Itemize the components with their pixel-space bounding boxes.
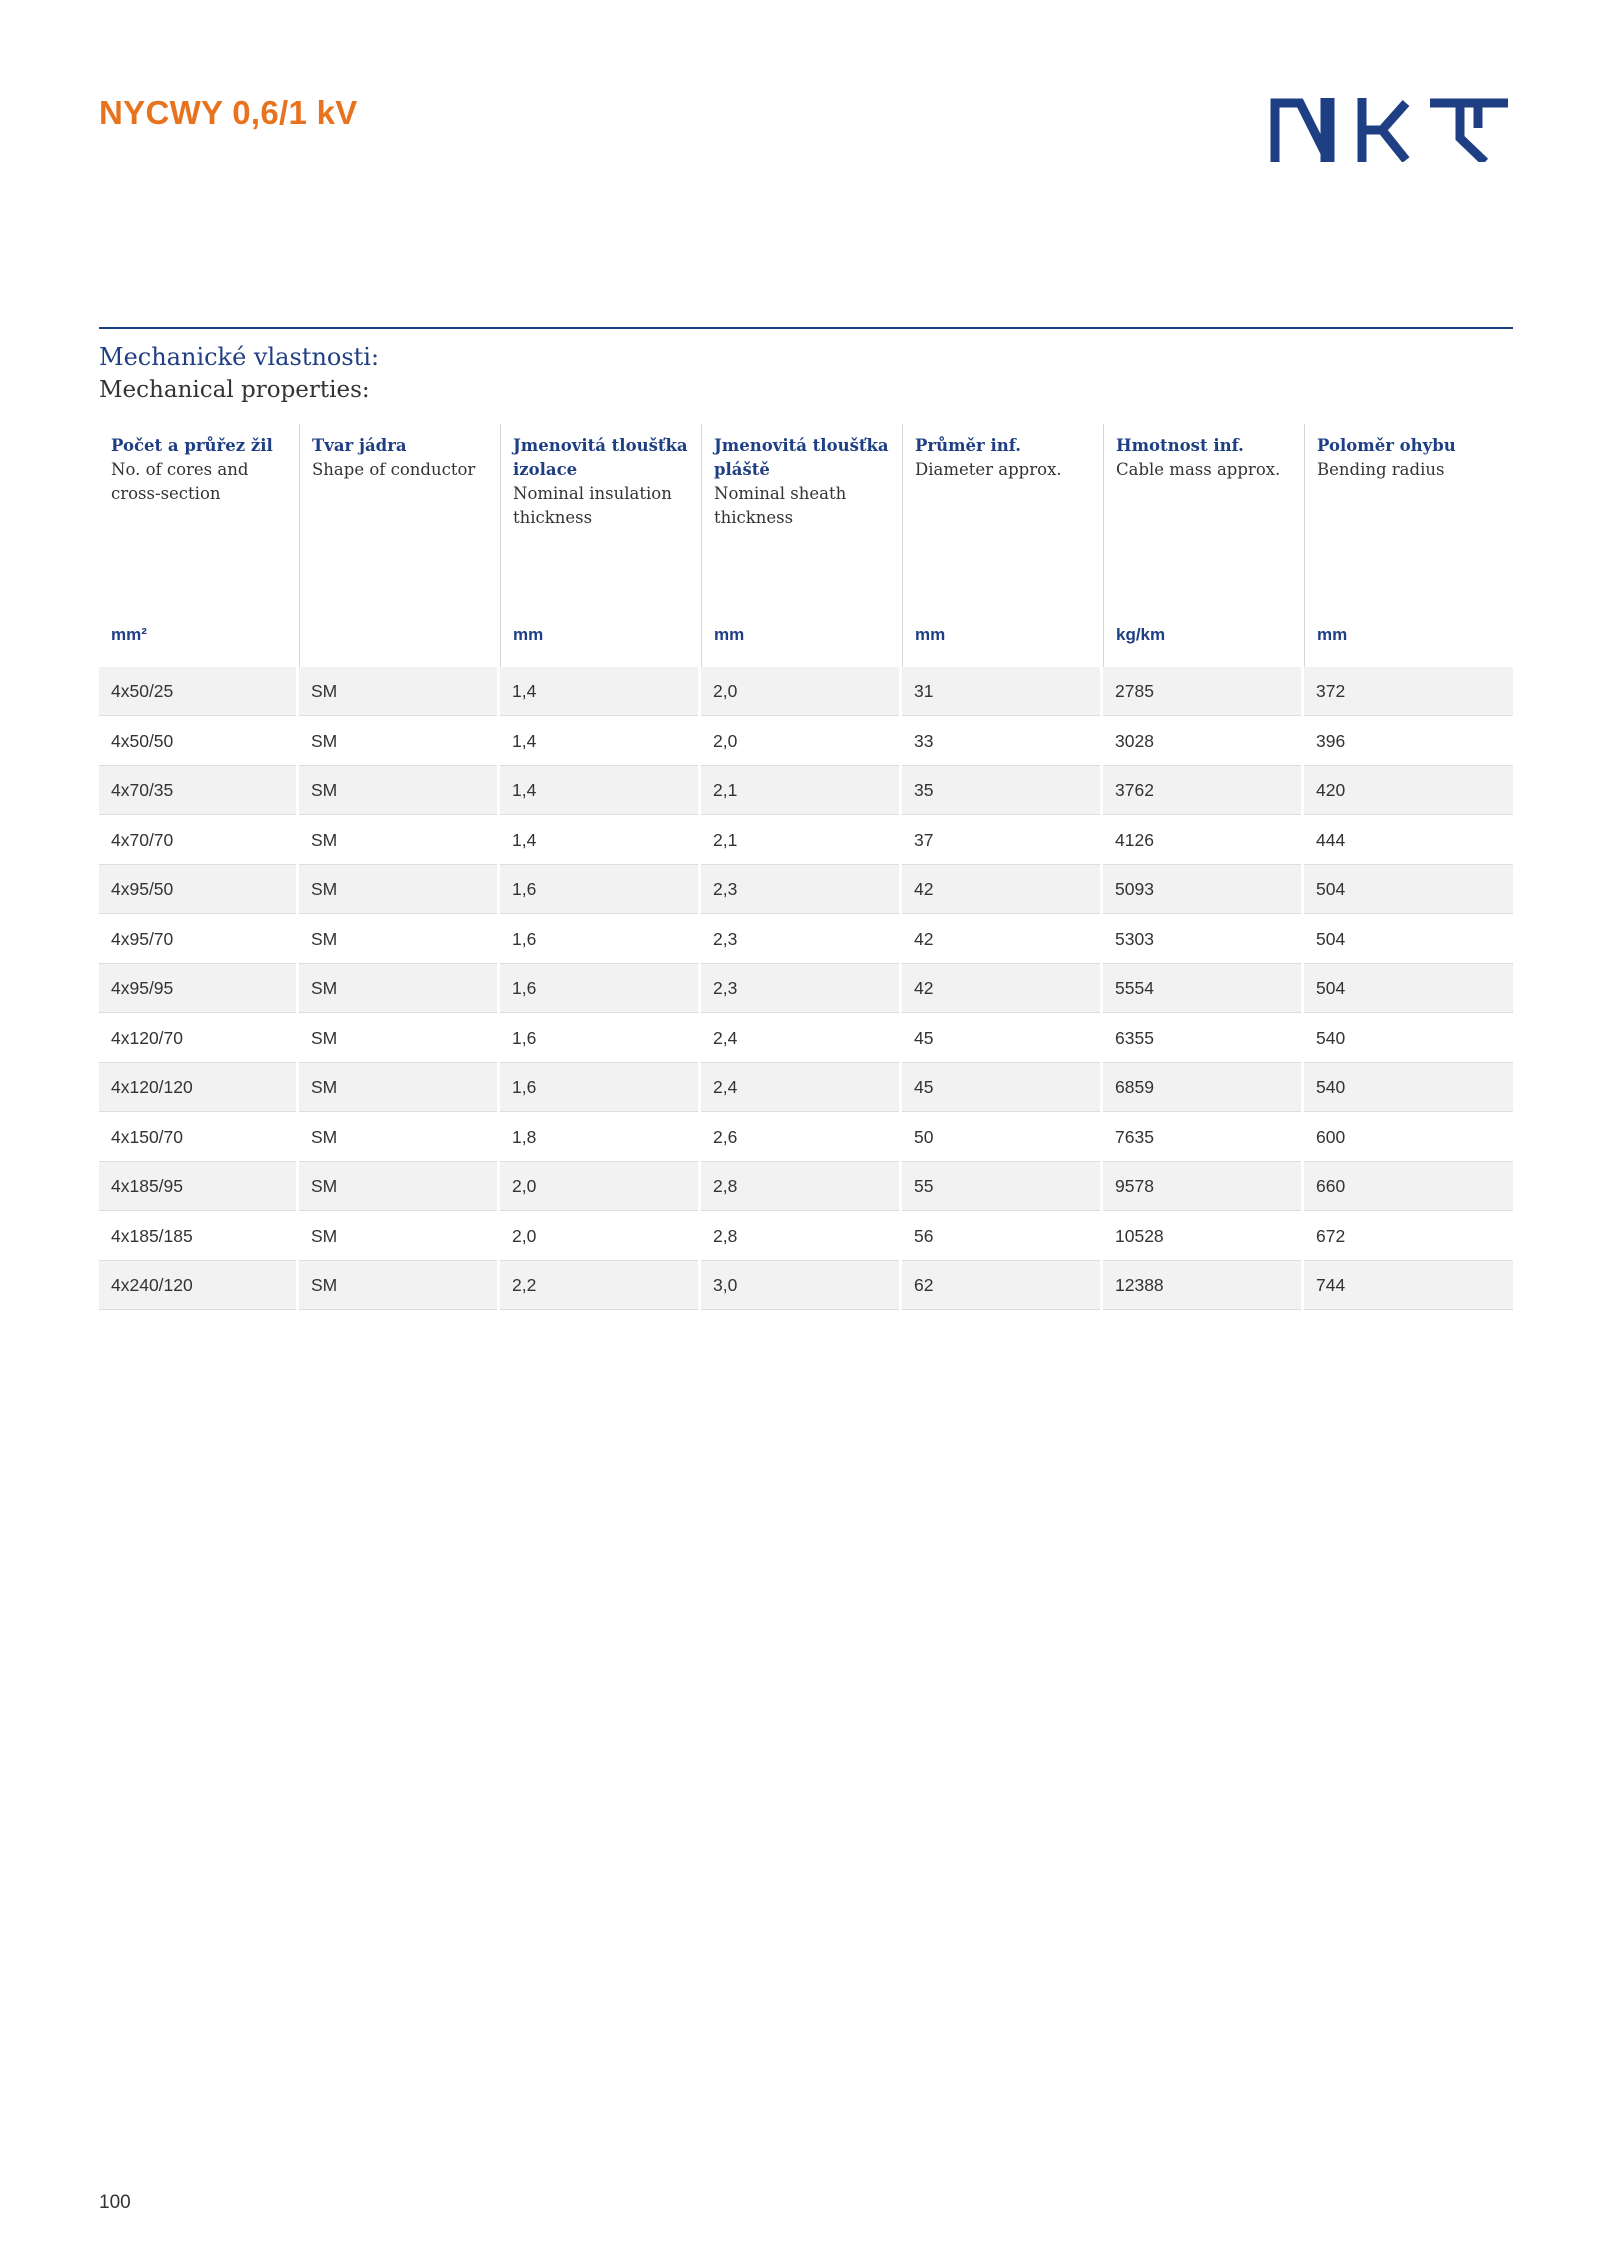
table-cell: SM — [299, 717, 497, 766]
table-cell: 504 — [1304, 865, 1513, 914]
table-cell: 1,4 — [500, 766, 698, 815]
table-cell: 600 — [1304, 1113, 1513, 1162]
column-unit: mm — [1317, 625, 1348, 644]
table-cell: 4x120/70 — [99, 1014, 296, 1063]
table-cell: 2,0 — [500, 1162, 698, 1211]
column-unit: mm — [513, 625, 544, 644]
column-header — [99, 424, 296, 667]
table-cell: 2,3 — [701, 865, 899, 914]
table-cell: 2,0 — [701, 717, 899, 766]
table-row — [99, 816, 1513, 865]
page-number: 100 — [99, 2192, 131, 2213]
table-cell: 1,6 — [500, 1014, 698, 1063]
table-cell: SM — [299, 1261, 497, 1310]
table-cell: SM — [299, 1162, 497, 1211]
table-cell: 2,3 — [701, 915, 899, 964]
table-cell: 4x95/95 — [99, 964, 296, 1013]
column-header — [902, 424, 1100, 667]
table-cell: SM — [299, 1113, 497, 1162]
section-title: Mechanické vlastnosti: — [99, 343, 380, 371]
column-header — [701, 424, 899, 667]
table-cell: 744 — [1304, 1261, 1513, 1310]
table-cell: 3762 — [1103, 766, 1301, 815]
column-unit: mm — [714, 625, 745, 644]
table-cell: 2,8 — [701, 1162, 899, 1211]
table-cell: 4x185/95 — [99, 1162, 296, 1211]
column-unit: mm — [915, 625, 946, 644]
table-cell: 1,6 — [500, 964, 698, 1013]
table-cell: 5303 — [1103, 915, 1301, 964]
table-cell: 4x70/35 — [99, 766, 296, 815]
table-cell: 56 — [902, 1212, 1100, 1261]
table-cell: 5554 — [1103, 964, 1301, 1013]
table-cell: 4x70/70 — [99, 816, 296, 865]
table-row — [99, 1162, 1513, 1211]
table-cell: SM — [299, 816, 497, 865]
table-cell: SM — [299, 915, 497, 964]
table-cell: 35 — [902, 766, 1100, 815]
table-cell: 2,8 — [701, 1212, 899, 1261]
table-row — [99, 915, 1513, 964]
column-header-english: Shape of conductor — [312, 460, 476, 479]
column-header-english: Diameter approx. — [915, 460, 1062, 479]
table-cell: 3,0 — [701, 1261, 899, 1310]
section-subtitle: Mechanical properties: — [99, 377, 370, 403]
table-row — [99, 1261, 1513, 1310]
table-cell: 4x95/70 — [99, 915, 296, 964]
table-cell: 4126 — [1103, 816, 1301, 865]
table-cell: 12388 — [1103, 1261, 1301, 1310]
table-cell: 2,6 — [701, 1113, 899, 1162]
table-row — [99, 1113, 1513, 1162]
column-header-czech: Jmenovitá tloušťka pláště — [714, 436, 889, 479]
table-cell: 2,4 — [701, 1014, 899, 1063]
table-cell: 6859 — [1103, 1063, 1301, 1112]
column-header — [299, 424, 497, 667]
table-cell: SM — [299, 1212, 497, 1261]
table-row — [99, 865, 1513, 914]
column-header-english: Nominal insulation thickness — [513, 484, 672, 527]
table-cell: 4x240/120 — [99, 1261, 296, 1310]
table-row — [99, 1014, 1513, 1063]
table-cell: 55 — [902, 1162, 1100, 1211]
table-cell: 4x185/185 — [99, 1212, 296, 1261]
table-cell: 10528 — [1103, 1212, 1301, 1261]
table-cell: 444 — [1304, 816, 1513, 865]
table-cell: 504 — [1304, 964, 1513, 1013]
table-cell: 33 — [902, 717, 1100, 766]
table-cell: 504 — [1304, 915, 1513, 964]
table-cell: 1,4 — [500, 667, 698, 716]
table-cell: 5093 — [1103, 865, 1301, 914]
table-row — [99, 766, 1513, 815]
table-cell: 50 — [902, 1113, 1100, 1162]
table-cell: 37 — [902, 816, 1100, 865]
table-cell: 42 — [902, 865, 1100, 914]
column-header — [1304, 424, 1513, 667]
column-unit: kg/km — [1116, 625, 1166, 644]
table-cell: SM — [299, 1014, 497, 1063]
column-header-czech: Hmotnost inf. — [1116, 436, 1244, 455]
table-cell: 540 — [1304, 1014, 1513, 1063]
table-cell: SM — [299, 667, 497, 716]
table-cell: SM — [299, 1063, 497, 1112]
table-cell: 396 — [1304, 717, 1513, 766]
table-row — [99, 667, 1513, 716]
table-cell: 4x95/50 — [99, 865, 296, 914]
column-header-czech: Počet a průřez žil — [111, 436, 273, 455]
column-header — [500, 424, 698, 667]
table-cell: 4x150/70 — [99, 1113, 296, 1162]
table-cell: 1,4 — [500, 816, 698, 865]
table-cell: 660 — [1304, 1162, 1513, 1211]
column-header-english: Bending radius — [1317, 460, 1445, 479]
table-cell: SM — [299, 964, 497, 1013]
table-cell: 42 — [902, 915, 1100, 964]
table-cell: 2785 — [1103, 667, 1301, 716]
table-cell: 7635 — [1103, 1113, 1301, 1162]
table-cell: 2,0 — [701, 667, 899, 716]
table-cell: 540 — [1304, 1063, 1513, 1112]
table-cell: SM — [299, 865, 497, 914]
column-header-english: Nominal sheath thickness — [714, 484, 847, 527]
column-header-english: No. of cores and cross-section — [111, 460, 249, 503]
column-header-czech: Jmenovitá tloušťka izolace — [513, 436, 688, 479]
column-unit: mm² — [111, 625, 147, 644]
table-cell: 2,2 — [500, 1261, 698, 1310]
table-cell: 45 — [902, 1063, 1100, 1112]
table-cell: 1,8 — [500, 1113, 698, 1162]
column-header-english: Cable mass approx. — [1116, 460, 1281, 479]
table-cell: 672 — [1304, 1212, 1513, 1261]
table-cell: 1,4 — [500, 717, 698, 766]
table-cell: 1,6 — [500, 915, 698, 964]
table-row — [99, 717, 1513, 766]
table-cell: 31 — [902, 667, 1100, 716]
table-cell: 372 — [1304, 667, 1513, 716]
table-cell: 2,3 — [701, 964, 899, 1013]
table-cell: 420 — [1304, 766, 1513, 815]
table-cell: 45 — [902, 1014, 1100, 1063]
table-cell: 4x50/50 — [99, 717, 296, 766]
column-header-czech: Tvar jádra — [312, 436, 407, 455]
table-cell: 2,1 — [701, 816, 899, 865]
table-row — [99, 964, 1513, 1013]
table-cell: 2,4 — [701, 1063, 899, 1112]
column-header-czech: Průměr inf. — [915, 436, 1022, 455]
table-cell: 62 — [902, 1261, 1100, 1310]
nkt-logo — [1270, 98, 1513, 162]
table-cell: 3028 — [1103, 717, 1301, 766]
table-cell: SM — [299, 766, 497, 815]
table-cell: 9578 — [1103, 1162, 1301, 1211]
table-row — [99, 1212, 1513, 1261]
table-cell: 4x50/25 — [99, 667, 296, 716]
document-title: NYCWY 0,6/1 kV — [99, 94, 358, 131]
table-cell: 42 — [902, 964, 1100, 1013]
table-row — [99, 1063, 1513, 1112]
section-divider — [99, 327, 1513, 329]
table-cell: 1,6 — [500, 865, 698, 914]
column-header — [1103, 424, 1301, 667]
table-cell: 6355 — [1103, 1014, 1301, 1063]
column-header-czech: Poloměr ohybu — [1317, 436, 1456, 455]
table-cell: 2,1 — [701, 766, 899, 815]
table-cell: 2,0 — [500, 1212, 698, 1261]
table-cell: 4x120/120 — [99, 1063, 296, 1112]
table-cell: 1,6 — [500, 1063, 698, 1112]
